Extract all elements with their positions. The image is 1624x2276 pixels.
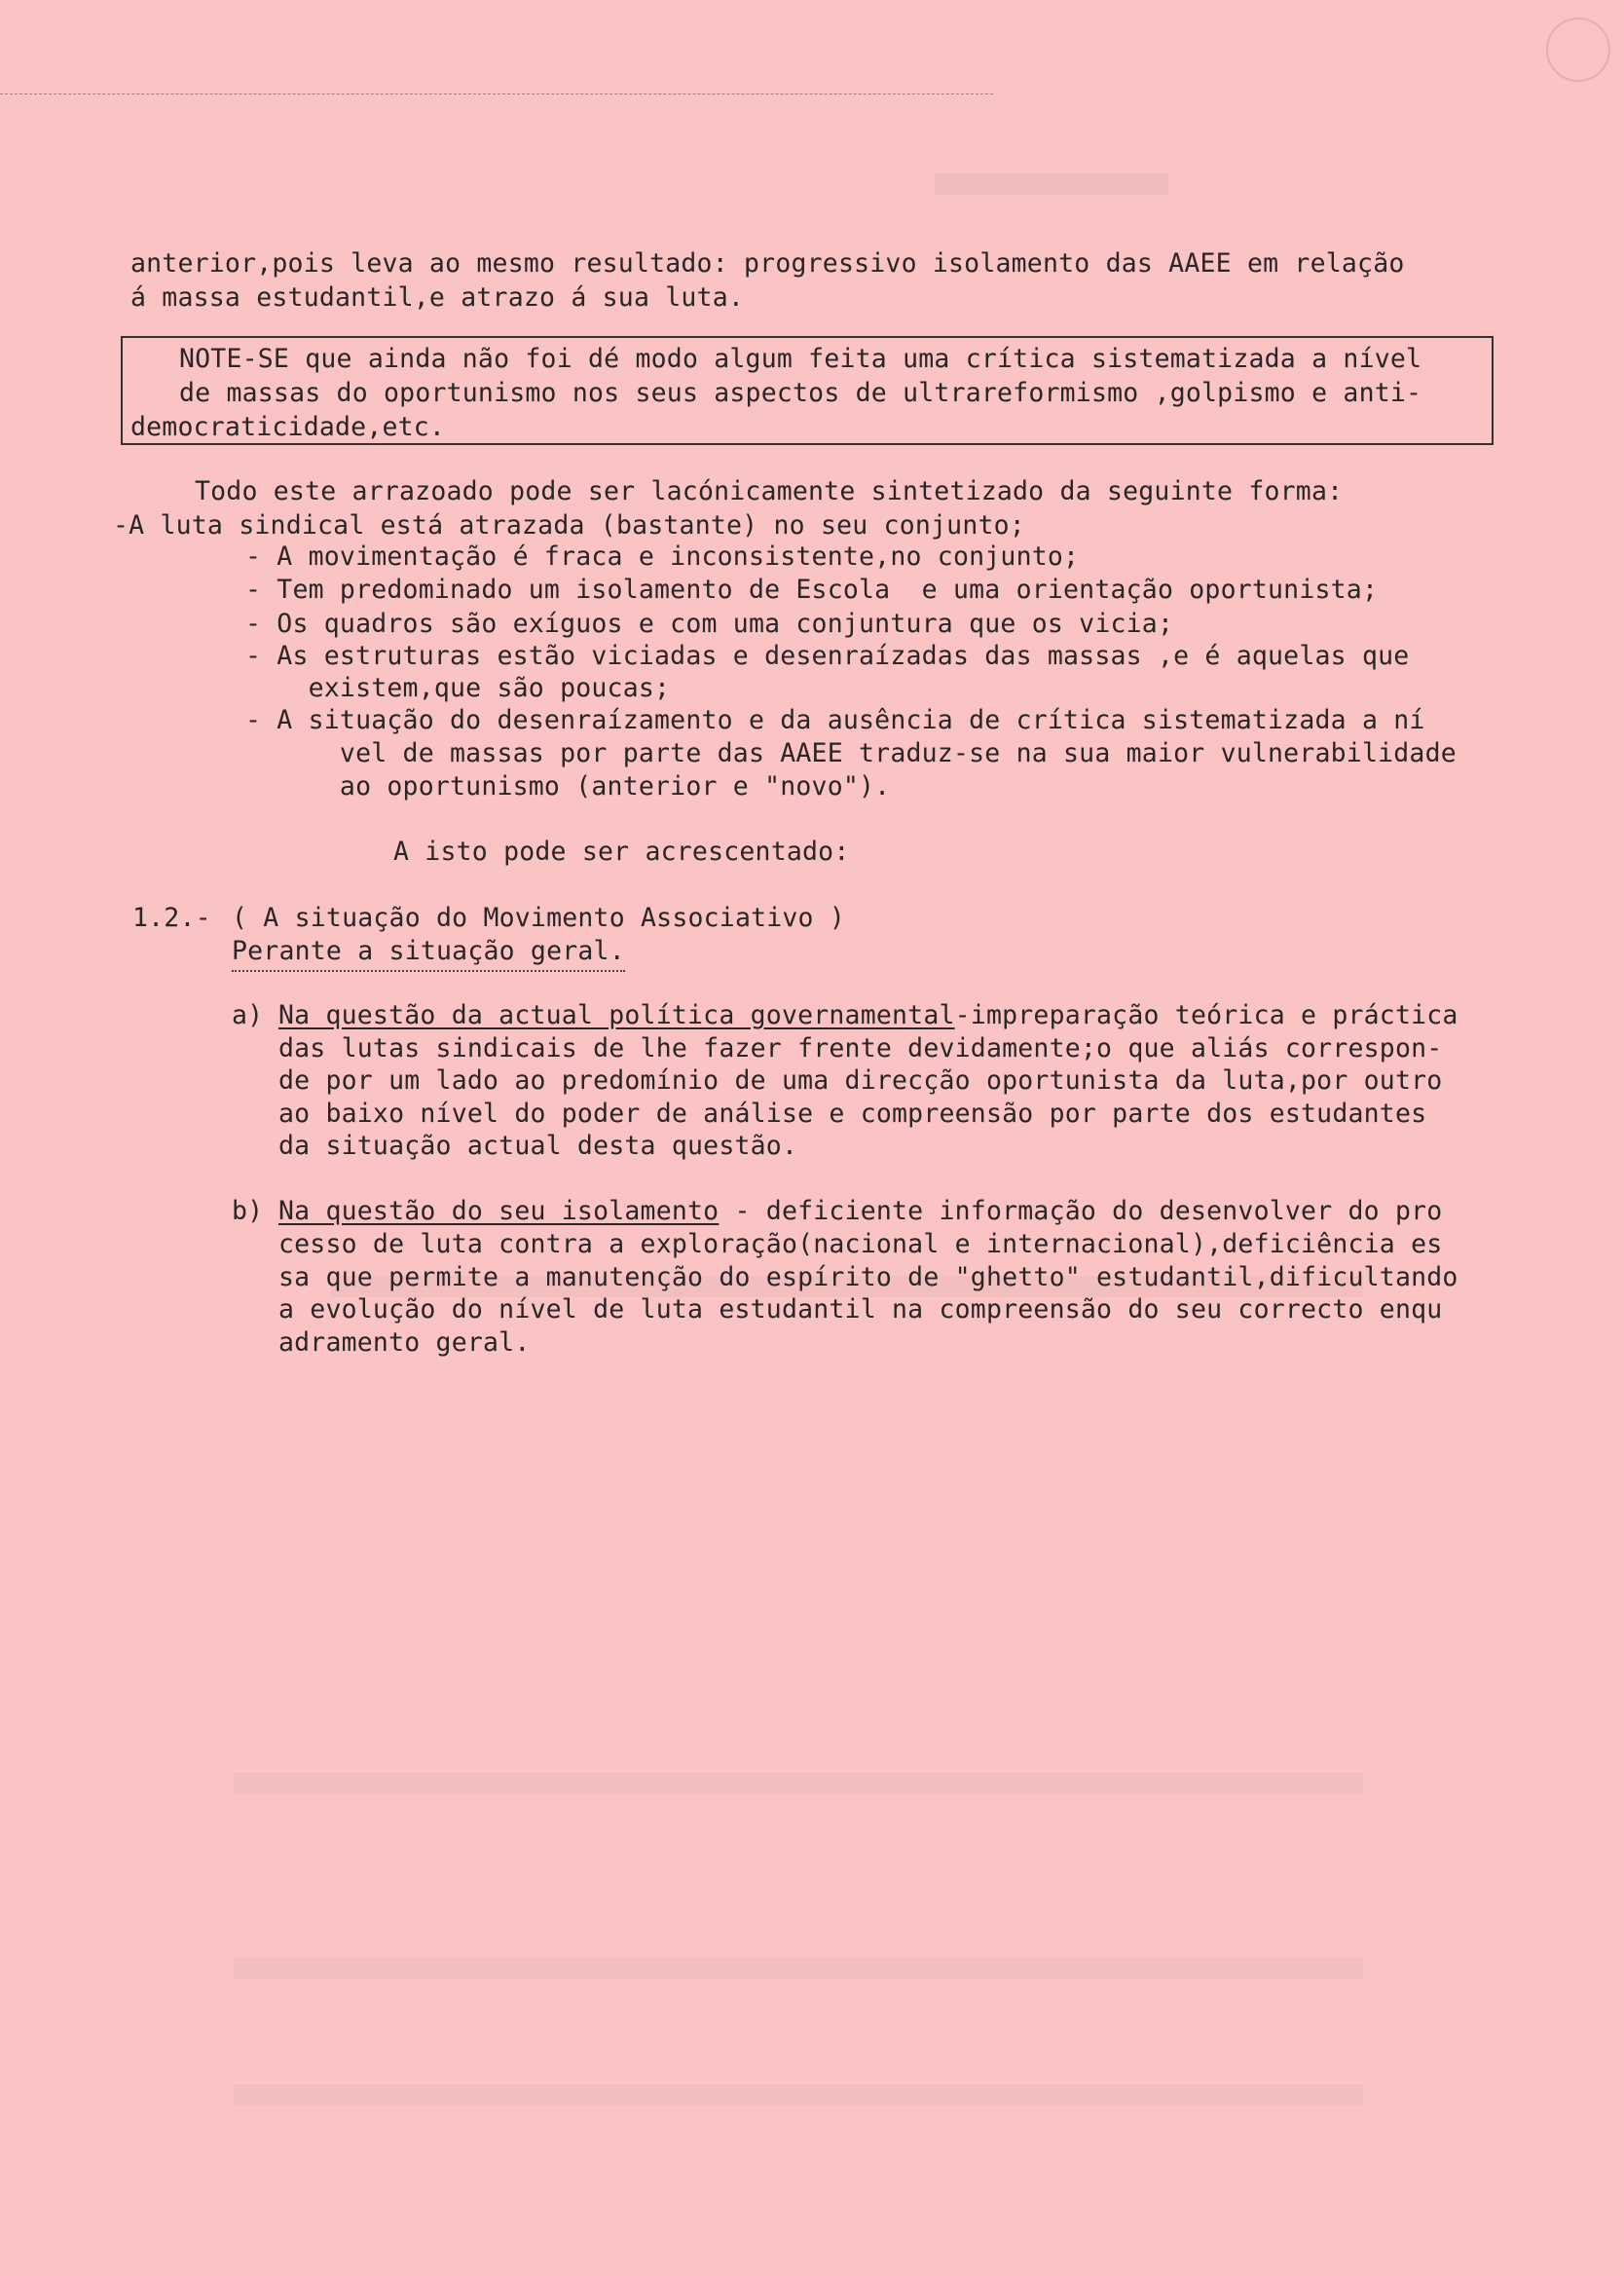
point-a-line: da situação actual desta questão. <box>278 1131 798 1161</box>
note-line-2: de massas do oportunismo nos seus aspectos de ultrareformismo ,golpismo e anti- <box>179 378 1422 408</box>
summary-head: -A luta sindical está atrazada (bastante) no seu conjunto; <box>113 510 1025 541</box>
point-b-heading: Na questão do seu isolamento <box>278 1196 720 1226</box>
section-subtitle: Perante a situação geral. <box>232 935 625 972</box>
note-line-1: NOTE-SE que ainda não foi dé modo algum feita uma crítica sistematizada a nível <box>179 344 1422 374</box>
section-number: 1.2.- <box>132 903 211 933</box>
corner-stamp <box>1546 18 1610 82</box>
section-title: ( A situação do Movimento Associativo ) <box>232 903 846 933</box>
summary-item: - A situação do desenraízamento e da ausência de crítica sistematizada a ní <box>245 705 1425 735</box>
summary-item: - As estruturas estão viciadas e desenraízadas das massas ,e é aquelas que <box>245 641 1410 671</box>
point-b-line: sa que permite a manutenção do espírito de "ghetto" estudantil,dificultando <box>278 1262 1458 1292</box>
point-b-line: adramento geral. <box>278 1327 531 1358</box>
summary-item: vel de massas por parte das AAEE traduz-se na sua maior vulnerabilidade <box>245 738 1457 768</box>
point-a-label: a) <box>232 1000 264 1030</box>
summary-item: - A movimentação é fraca e inconsistente,no conjunto; <box>245 541 1080 572</box>
point-b-label: b) <box>232 1196 264 1226</box>
intro-line-1: anterior,pois leva ao mesmo resultado: progressivo isolamento das AAEE em relação <box>130 248 1405 279</box>
point-b-first-line <box>278 1195 1442 1228</box>
summary-item: ao oportunismo (anterior e "novo"). <box>245 771 891 802</box>
note-line-3: democraticidade,etc. <box>130 412 446 442</box>
summary-intro: Todo este arrazoado pode ser lacónicamente sintetizado da seguinte forma: <box>195 476 1344 506</box>
summary-item: - Tem predominado um isolamento de Escola e uma orientação oportunista; <box>245 575 1379 605</box>
point-a-line: das lutas sindicais de lhe fazer frente devidamente;o que aliás correspon- <box>278 1033 1443 1063</box>
addendum: A isto pode ser acrescentado: <box>393 837 850 867</box>
summary-item: existem,que são poucas; <box>245 673 671 703</box>
point-a-first-rest: -impreparação teórica e práctica <box>954 1000 1458 1030</box>
point-b-first-rest: - deficiente informação do desenvolver do pro <box>719 1196 1443 1226</box>
point-a-first-line <box>278 999 1458 1032</box>
summary-item: - Os quadros são exíguos e com uma conjuntura que os vicia; <box>245 609 1174 639</box>
intro-line-2: á massa estudantil,e atrazo á sua luta. <box>130 282 745 313</box>
point-b-line: a evolução do nível de luta estudantil na compreensão do seu correcto enqu <box>278 1294 1443 1325</box>
top-edge-mark <box>0 93 993 94</box>
point-a-line: ao baixo nível do poder de análise e compreensão por parte dos estudantes <box>278 1099 1427 1129</box>
point-b-line: cesso de luta contra a exploração(nacional e internacional),deficiência es <box>278 1229 1443 1259</box>
point-a-heading: Na questão da actual política governamental <box>278 1000 955 1030</box>
point-a-line: de por um lado ao predomínio de uma direcção oportunista da luta,por outro <box>278 1065 1443 1096</box>
